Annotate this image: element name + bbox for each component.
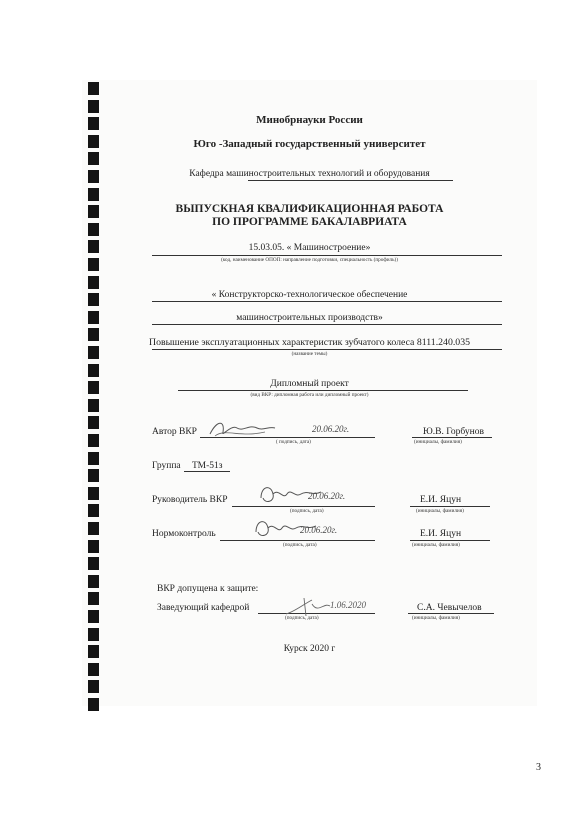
normcontrol-name-caption: (инициалы, фамилия) bbox=[412, 542, 460, 548]
work-type-text: Дипломный проект bbox=[270, 379, 349, 389]
binding-hole bbox=[88, 522, 99, 535]
binding-hole bbox=[88, 628, 99, 641]
profile-underline-2 bbox=[152, 324, 502, 325]
head-label: Заведующий кафедрой bbox=[157, 603, 250, 613]
ministry-text: Минобрнауки России bbox=[256, 114, 363, 126]
work-type-caption: (вид ВКР: дипломная работа или дипломный проект) bbox=[250, 392, 369, 398]
group-underline bbox=[184, 471, 230, 472]
supervisor-sign-caption: (подпись, дата) bbox=[290, 508, 324, 514]
supervisor-name-underline bbox=[410, 506, 490, 507]
university-text: Юго -Западный государственный университет bbox=[193, 138, 426, 150]
binding-hole bbox=[88, 592, 99, 605]
binding-hole bbox=[88, 434, 99, 447]
binding-hole bbox=[88, 82, 99, 95]
binding-hole bbox=[88, 540, 99, 553]
binding-hole bbox=[88, 610, 99, 623]
author-name: Ю.В. Горбунов bbox=[423, 427, 484, 437]
head-sign-caption: (подпись, дата) bbox=[285, 615, 319, 621]
binding-hole bbox=[88, 680, 99, 693]
profile-line-1: « Конструкторско-технологическое обеспечение bbox=[211, 290, 408, 300]
topic-caption: (название темы) bbox=[291, 351, 328, 357]
normcontrol-sign-date: 20.06.20г. bbox=[300, 525, 338, 535]
city-year: Курск 2020 г bbox=[283, 644, 336, 654]
head-sign-date: 1.06.2020 bbox=[330, 600, 366, 610]
direction-text: 15.03.05. « Машиностроение» bbox=[248, 243, 371, 253]
page-number: 3 bbox=[536, 762, 541, 773]
binding-hole bbox=[88, 557, 99, 570]
binding-hole bbox=[88, 504, 99, 517]
topic-underline bbox=[152, 349, 502, 350]
group-value: ТМ-51з bbox=[192, 461, 223, 471]
binding-hole bbox=[88, 188, 99, 201]
topic-text: Повышение эксплуатационных характеристик зубчатого колеса 8111.240.035 bbox=[149, 337, 470, 348]
admitted-text: ВКР допущена к защите: bbox=[157, 584, 259, 594]
title-line-1: ВЫПУСКНАЯ КВАЛИФИКАЦИОННАЯ РАБОТА bbox=[175, 203, 444, 215]
direction-caption: (код, наименование ОПОП: направление подготовки, специальность (профиль)) bbox=[221, 257, 398, 263]
group-label: Группа bbox=[152, 461, 181, 471]
normcontrol-label: Нормоконтроль bbox=[152, 529, 216, 539]
title-line-2: ПО ПРОГРАММЕ БАКАЛАВРИАТА bbox=[212, 216, 407, 228]
author-sign-caption: ( подпись, дата) bbox=[276, 439, 311, 445]
head-name-underline bbox=[408, 613, 494, 614]
profile-underline-1 bbox=[152, 301, 502, 302]
author-label: Автор ВКР bbox=[152, 427, 197, 437]
supervisor-sign-date: 20.06.20г. bbox=[308, 491, 346, 501]
department-underline bbox=[248, 180, 453, 181]
author-name-caption: (инициалы, фамилия) bbox=[414, 439, 462, 445]
normcontrol-name-underline bbox=[410, 540, 490, 541]
binding-hole bbox=[88, 487, 99, 500]
binding-hole bbox=[88, 698, 99, 711]
direction-underline bbox=[152, 255, 502, 256]
normcontrol-sign-caption: (подпись, дата) bbox=[283, 542, 317, 548]
binding-hole bbox=[88, 100, 99, 113]
work-type-underline bbox=[178, 390, 468, 391]
head-name-caption: (инициалы, фамилия) bbox=[412, 615, 460, 621]
normcontrol-name: Е.И. Яцун bbox=[420, 529, 462, 539]
supervisor-name: Е.И. Яцун bbox=[420, 495, 462, 505]
binding-hole bbox=[88, 663, 99, 676]
supervisor-label: Руководитель ВКР bbox=[152, 495, 228, 505]
binding-hole bbox=[88, 416, 99, 429]
binding-hole bbox=[88, 399, 99, 412]
binding-hole bbox=[88, 152, 99, 165]
binding-hole bbox=[88, 469, 99, 482]
binding-hole bbox=[88, 452, 99, 465]
binding-hole bbox=[88, 364, 99, 377]
head-name: С.А. Чевычелов bbox=[417, 603, 482, 613]
author-sign-date: 20.06.20г. bbox=[312, 424, 350, 434]
profile-line-2: машиностроительных производств» bbox=[236, 313, 383, 323]
author-name-underline bbox=[412, 437, 492, 438]
binding-hole bbox=[88, 276, 99, 289]
supervisor-name-caption: (инициалы, фамилия) bbox=[416, 508, 464, 514]
department-text: Кафедра машиностроительных технологий и оборудования bbox=[189, 169, 430, 179]
binding-hole bbox=[88, 575, 99, 588]
author-signature bbox=[205, 416, 280, 442]
